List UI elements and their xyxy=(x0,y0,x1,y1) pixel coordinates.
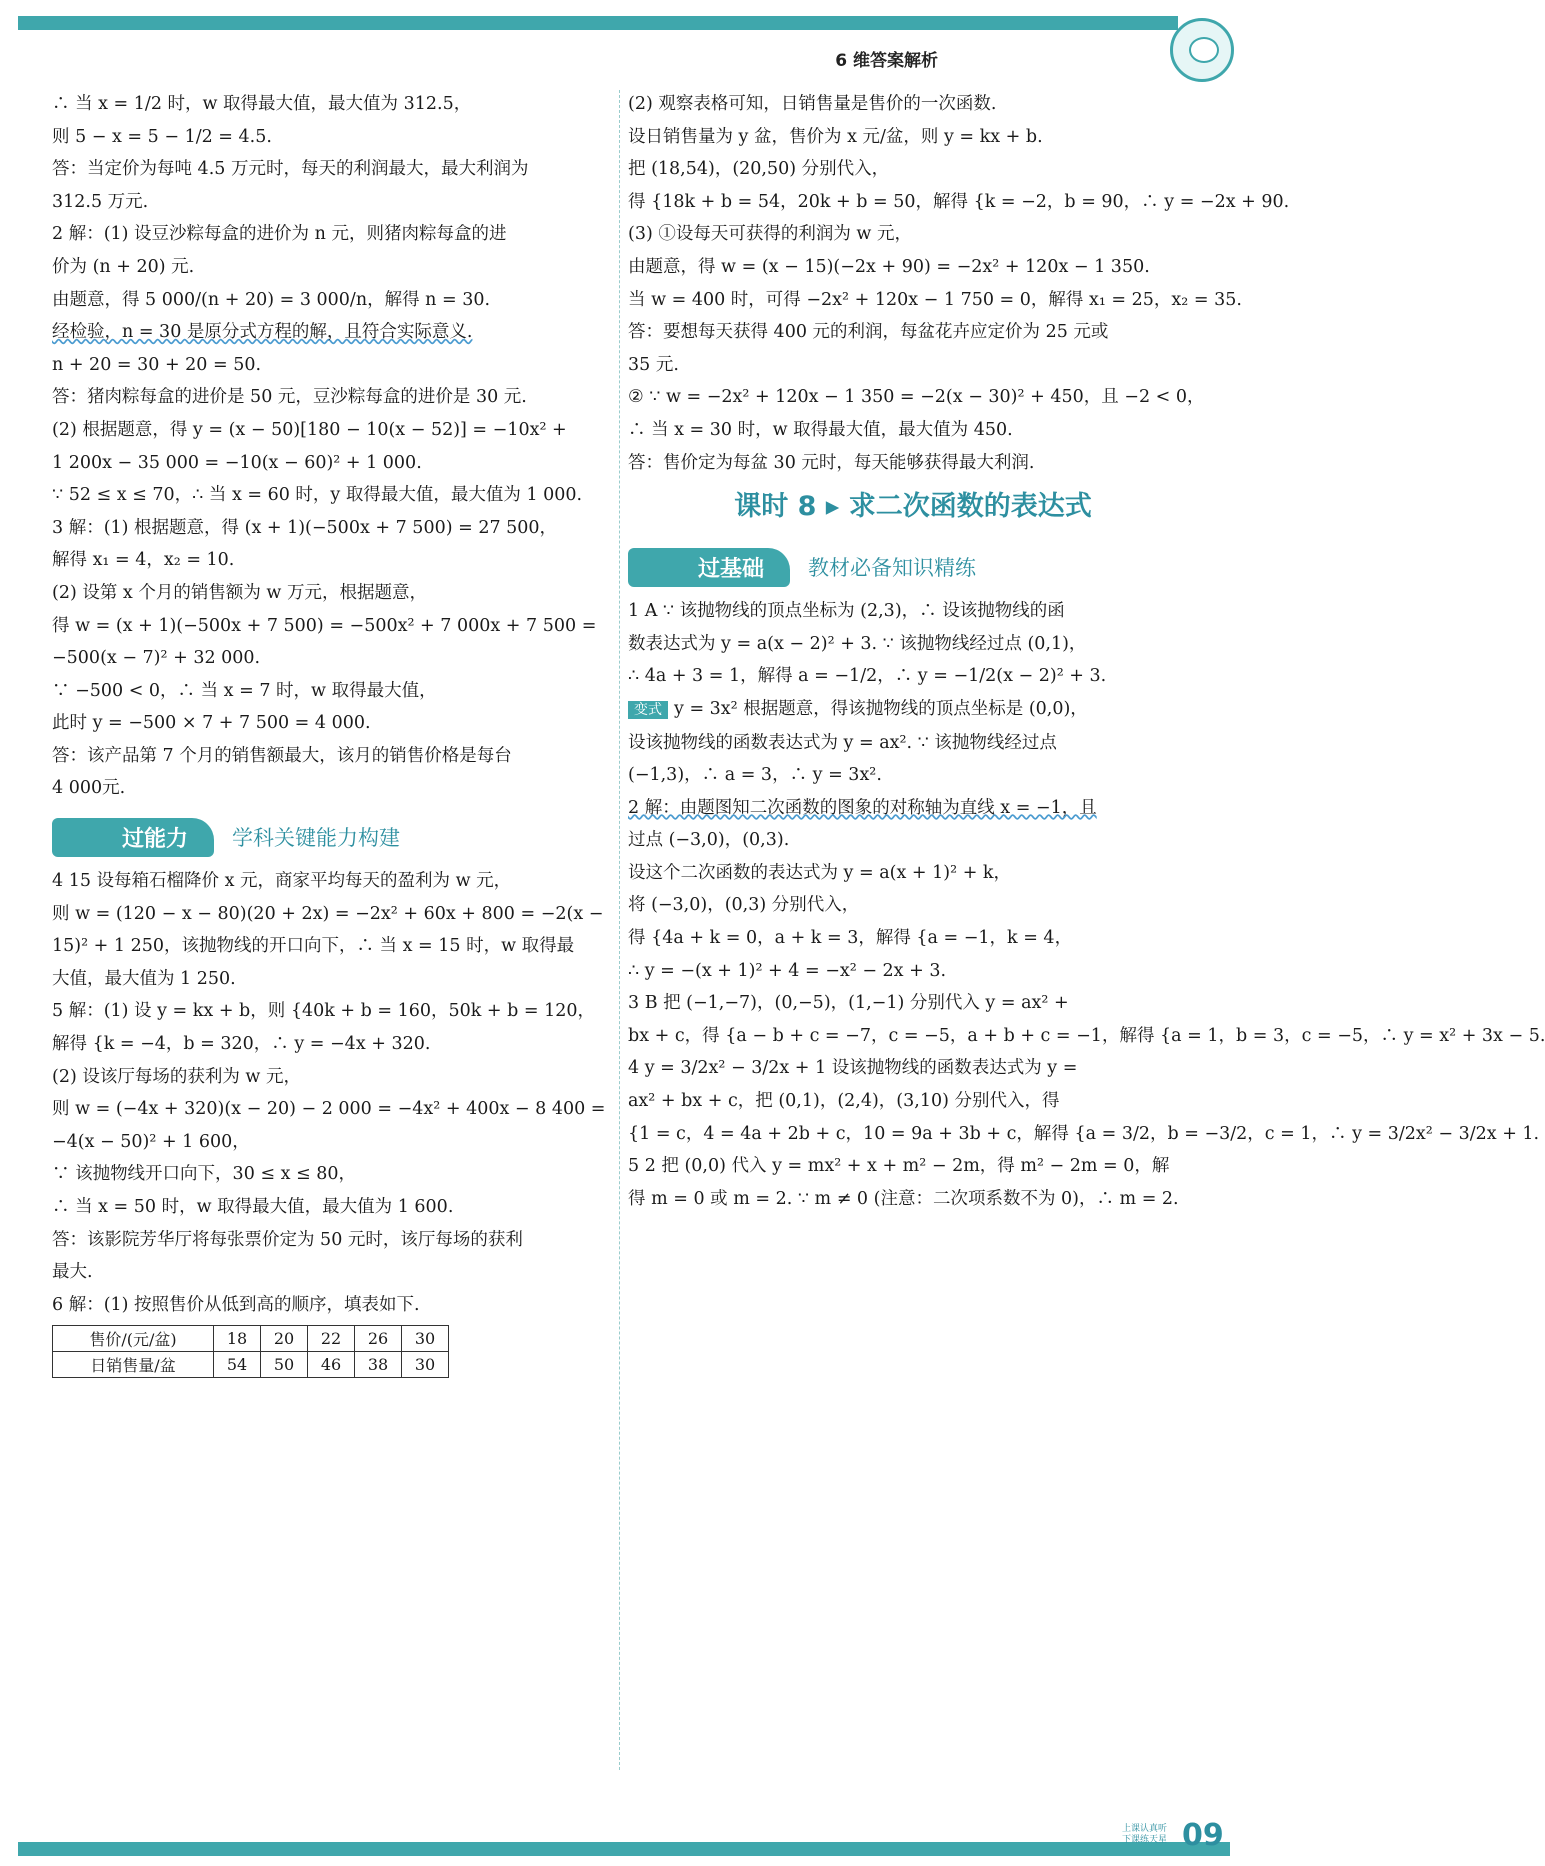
text-line xyxy=(52,898,612,931)
text-line-content: n + 20 = 30 + 20 = 50. xyxy=(52,354,262,375)
text-line xyxy=(628,1085,1198,1118)
text-line xyxy=(52,1158,612,1191)
text-line-content: 答：当定价为每吨 4.5 万元时，每天的利润最大，最大利润为 xyxy=(52,159,529,180)
text-line-content: 5 2 把 (0,0) 代入 y = mx² + x + m² − 2m，得 m² − 2m = 0，解 xyxy=(628,1156,1170,1177)
text-line-content: (−1,3)，∴ a = 3，∴ y = 3x². xyxy=(628,765,882,786)
page-number: 09 xyxy=(1182,1818,1224,1853)
header-title: 6 维答案解析 xyxy=(835,51,938,71)
text-line-content: 当 w = 400 时，可得 −2x² + 120x − 1 750 = 0，解得 x₁ = 25，x₂ = 35. xyxy=(628,289,1242,310)
text-line xyxy=(628,284,1242,317)
right-text-block-1 xyxy=(628,88,1290,479)
text-line xyxy=(628,121,1198,154)
text-line xyxy=(52,251,612,284)
table-cell: 30 xyxy=(402,1326,449,1352)
section-subtitle: 学科关键能力构建 xyxy=(232,826,401,851)
text-line-content: 数表达式为 y = a(x − 2)² + 3. ∵ 该抛物线经过点 (0,1)， xyxy=(628,633,1087,654)
text-line-content: 2 解：(1) 设豆沙粽每盒的进价为 n 元，则猪肉粽每盒的进 xyxy=(52,224,507,245)
table-cell: 22 xyxy=(308,1326,355,1352)
variant-tag: 变式 xyxy=(628,701,668,719)
text-line-content: 解得 {k = −4，b = 320，∴ y = −4x + 320. xyxy=(52,1034,431,1055)
text-line-content: 3 B 把 (−1,−7)，(0,−5)，(1,−1) 分别代入 y = ax² + xyxy=(628,993,1069,1014)
text-line-content: y = 3x² 根据题意，得该抛物线的顶点坐标是 (0,0)， xyxy=(674,698,1088,719)
text-line-content: 最大. xyxy=(52,1262,93,1283)
text-line-content: bx + c，得 {a − b + c = −7，c = −5，a + b + c = −1，解得 {a = 1，b = 3，c = −5，∴ y = x² + 3x − 5. xyxy=(628,1025,1545,1046)
table-row xyxy=(53,1326,449,1352)
text-line-content: (2) 设该厅每场的获利为 w 元， xyxy=(52,1066,301,1087)
text-line-content: 3 解：(1) 根据题意，得 (x + 1)(−500x + 7 500) = 27 500， xyxy=(52,517,558,538)
text-line xyxy=(52,381,612,414)
text-line xyxy=(628,88,1198,121)
text-line-content: ∵ 52 ≤ x ≤ 70，∴ 当 x = 60 时，y 取得最大值，最大值为 1 000. xyxy=(52,485,583,506)
sales-table xyxy=(52,1325,449,1378)
section-subtitle: 教材必备知识精练 xyxy=(808,556,977,581)
text-line-content: 大值，最大值为 1 250. xyxy=(52,968,236,989)
table-cell: 50 xyxy=(261,1352,308,1378)
left-text-block-2 xyxy=(52,865,612,1321)
text-line-content: ② ∵ w = −2x² + 120x − 1 350 = −2(x − 30)² + 450，且 −2 < 0， xyxy=(628,387,1205,408)
text-line-content: 6 解：(1) 按照售价从低到高的顺序，填表如下. xyxy=(52,1294,420,1315)
text-line xyxy=(52,349,612,382)
text-line xyxy=(628,857,1198,890)
text-line xyxy=(52,284,612,317)
motto-line: 下课练天星 xyxy=(1122,1835,1168,1845)
footer-motto xyxy=(1122,1824,1167,1846)
text-line xyxy=(628,660,1198,693)
text-line-content: 1 A ∵ 该抛物线的顶点坐标为 (2,3)，∴ 设该抛物线的函 xyxy=(628,601,1065,622)
text-line-content: 得 {18k + b = 54，20k + b = 50，解得 {k = −2，b = 90，∴ y = −2x + 90. xyxy=(628,191,1290,212)
text-line-content: 答：要想每天获得 400 元的利润，每盆花卉应定价为 25 元或 xyxy=(628,322,1109,343)
text-line xyxy=(52,121,612,154)
section-header-ability xyxy=(52,813,612,861)
text-line xyxy=(52,642,612,675)
text-line xyxy=(52,88,612,121)
table-cell: 30 xyxy=(402,1352,449,1378)
text-line-content: 经检验，n = 30 是原分式方程的解，且符合实际意义. xyxy=(52,322,473,343)
text-line xyxy=(628,316,1198,349)
text-line xyxy=(628,381,1205,414)
text-line xyxy=(628,349,1198,382)
text-line-content: 15)² + 1 250，该抛物线的开口向下，∴ 当 x = 15 时，w 取得最 xyxy=(52,936,575,957)
text-line-content: ax² + bx + c，把 (0,1)，(2,4)，(3,10) 分别代入，得 xyxy=(628,1091,1060,1112)
text-line-content: 过点 (−3,0)，(0,3). xyxy=(628,830,790,851)
text-line-content: 2 解：由题图知二次函数的图象的对称轴为直线 x = −1，且 xyxy=(628,797,1097,818)
table-row-label: 售价/(元/盆) xyxy=(53,1326,214,1352)
text-line-content: 将 (−3,0)，(0,3) 分别代入， xyxy=(628,895,860,916)
section-title: 过能力 xyxy=(52,818,214,857)
text-line xyxy=(628,414,1198,447)
text-line xyxy=(52,316,612,349)
text-line-content: 此时 y = −500 × 7 + 7 500 = 4 000. xyxy=(52,713,371,734)
text-line xyxy=(628,1052,1198,1085)
text-line-content: 4 15 设每箱石榴降价 x 元，商家平均每天的盈利为 w 元， xyxy=(52,871,512,892)
text-line xyxy=(628,955,1198,988)
text-line-content: 5 解：(1) 设 y = kx + b，则 {40k + b = 160，50k + b = 120， xyxy=(52,1001,596,1022)
text-line xyxy=(628,628,1198,661)
text-line xyxy=(628,759,1198,792)
text-line-content: 4 000元. xyxy=(52,778,126,799)
text-line xyxy=(52,707,612,740)
text-line-content: ∵ 该抛物线开口向下，30 ≤ x ≤ 80， xyxy=(52,1164,357,1185)
text-line-content: 把 (18,54)，(20,50) 分别代入， xyxy=(628,159,890,180)
text-line-content: 答：该产品第 7 个月的销售额最大，该月的销售价格是每台 xyxy=(52,745,512,766)
text-line xyxy=(52,930,612,963)
text-line-content: 4 y = 3/2x² − 3/2x + 1 设该抛物线的函数表达式为 y = xyxy=(628,1058,1078,1079)
section-title: 过基础 xyxy=(628,548,790,587)
text-line-content: 得 m = 0 或 m = 2. ∵ m ≠ 0 (注意：二次项系数不为 0)，∴ m = 2. xyxy=(628,1188,1179,1209)
text-line xyxy=(52,1191,612,1224)
text-line xyxy=(628,186,1290,219)
table-cell: 26 xyxy=(355,1326,402,1352)
text-line xyxy=(52,1289,612,1322)
text-line xyxy=(52,218,612,251)
text-line-content: {1 = c，4 = 4a + 2b + c，10 = 9a + 3b + c，解得 {a = 3/2，b = −3/2，c = 1，∴ y = 3/2x² − 3/2x + 1. xyxy=(628,1123,1540,1144)
column-divider xyxy=(619,90,620,1770)
text-line xyxy=(52,1028,612,1061)
text-line-content: ∴ 4a + 3 = 1，解得 a = −1/2，∴ y = −1/2(x − 2)² + 3. xyxy=(628,666,1107,687)
text-line xyxy=(52,512,612,545)
text-line-content: (2) 根据题意，得 y = (x − 50)[180 − 10(x − 52)] = −10x² + xyxy=(52,419,567,440)
lesson-title: 课时 8 ▸ 求二次函数的表达式 xyxy=(734,491,1092,523)
text-line-content: 得 w = (x + 1)(−500x + 7 500) = −500x² + 7 000x + 7 500 = xyxy=(52,615,597,636)
text-line xyxy=(628,824,1198,857)
text-line xyxy=(52,740,612,773)
left-column xyxy=(52,88,612,1378)
text-line xyxy=(52,1256,612,1289)
table-row-label: 日销售量/盆 xyxy=(53,1352,214,1378)
text-line-content: ∴ 当 x = 50 时，w 取得最大值，最大值为 1 600. xyxy=(52,1197,454,1217)
text-line xyxy=(52,544,612,577)
text-line-content: 由题意，得 w = (x − 15)(−2x + 90) = −2x² + 120x − 1 350. xyxy=(628,256,1150,277)
text-line xyxy=(52,963,612,996)
text-line xyxy=(628,1183,1198,1216)
text-line xyxy=(628,251,1198,284)
mascot-icon xyxy=(1170,18,1234,82)
table-row xyxy=(53,1352,449,1378)
text-line xyxy=(52,186,612,219)
text-line-content: 则 w = (−4x + 320)(x − 20) − 2 000 = −4x² + 400x − 8 400 = xyxy=(52,1099,606,1120)
right-text-block-2 xyxy=(628,595,1545,1215)
text-line-content: 答：猪肉粽每盒的进价是 50 元，豆沙粽每盒的进价是 30 元. xyxy=(52,387,527,408)
text-line-content: −500(x − 7)² + 32 000. xyxy=(52,648,261,669)
text-line-content: 价为 (n + 20) 元. xyxy=(52,256,195,277)
text-line xyxy=(52,414,612,447)
text-line-content: ∴ y = −(x + 1)² + 4 = −x² − 2x + 3. xyxy=(628,960,947,981)
text-line xyxy=(52,153,612,186)
text-line xyxy=(628,1020,1545,1053)
text-line-content: ∴ 当 x = 30 时，w 取得最大值，最大值为 450. xyxy=(628,419,1013,440)
text-line-content: 设日销售量为 y 盆，售价为 x 元/盆，则 y = kx + b. xyxy=(628,126,1043,147)
section-header-basics xyxy=(628,543,1198,591)
text-line xyxy=(628,987,1198,1020)
table-cell: 18 xyxy=(214,1326,261,1352)
text-line-content: 解得 x₁ = 4，x₂ = 10. xyxy=(52,550,235,571)
text-line xyxy=(52,610,612,643)
text-line-content: 得 {4a + k = 0，a + k = 3，解得 {a = −1，k = 4， xyxy=(628,928,1073,949)
text-line xyxy=(628,218,1198,251)
text-line xyxy=(52,1224,612,1257)
text-line xyxy=(628,153,1198,186)
text-line xyxy=(52,675,612,708)
text-line-content: 设该抛物线的函数表达式为 y = ax². ∵ 该抛物线经过点 xyxy=(628,732,1057,753)
text-line xyxy=(52,995,612,1028)
table-cell: 20 xyxy=(261,1326,308,1352)
top-bar xyxy=(18,16,1178,30)
bottom-bar xyxy=(18,1842,1230,1856)
text-line-content: ∴ 当 x = 1/2 时，w 取得最大值，最大值为 312.5， xyxy=(52,94,472,114)
text-line-content: (2) 设第 x 个月的销售额为 w 万元，根据题意， xyxy=(52,582,427,603)
table-cell: 54 xyxy=(214,1352,261,1378)
text-line-content: 1 200x − 35 000 = −10(x − 60)² + 1 000. xyxy=(52,452,422,473)
text-line xyxy=(52,577,612,610)
text-line xyxy=(52,479,612,512)
text-line-content: 由题意，得 5 000/(n + 20) = 3 000/n，解得 n = 30. xyxy=(52,289,491,310)
text-line-content: 答：售价定为每盆 30 元时，每天能够获得最大利润. xyxy=(628,452,1035,473)
text-line-content: (2) 观察表格可知，日销售量是售价的一次函数. xyxy=(628,94,997,114)
table-cell: 38 xyxy=(355,1352,402,1378)
text-line xyxy=(52,1061,612,1094)
text-line xyxy=(628,727,1198,760)
text-line xyxy=(628,792,1198,825)
text-line xyxy=(52,865,612,898)
text-line xyxy=(628,1118,1540,1151)
text-line-content: 设这个二次函数的表达式为 y = a(x + 1)² + k， xyxy=(628,862,1012,883)
text-line xyxy=(52,1093,612,1126)
table-cell: 46 xyxy=(308,1352,355,1378)
text-line-content: 312.5 万元. xyxy=(52,191,149,212)
text-line-content: (3) ①设每天可获得的利润为 w 元， xyxy=(628,224,912,245)
right-column xyxy=(628,88,1545,1215)
text-line xyxy=(52,772,612,805)
text-line xyxy=(628,922,1198,955)
left-text-block-1 xyxy=(52,88,612,805)
text-line xyxy=(628,693,1198,727)
text-line xyxy=(628,889,1198,922)
text-line-content: 答：该影院芳华厅将每张票价定为 50 元时，该厅每场的获利 xyxy=(52,1229,523,1250)
text-line xyxy=(52,1126,612,1159)
text-line-content: ∵ −500 < 0，∴ 当 x = 7 时，w 取得最大值， xyxy=(52,680,437,701)
text-line-content: 则 5 − x = 5 − 1/2 = 4.5. xyxy=(52,126,272,147)
text-line-content: −4(x − 50)² + 1 600， xyxy=(52,1131,250,1152)
motto-line: 上课认真听 xyxy=(1122,1824,1168,1834)
text-line xyxy=(628,447,1198,480)
text-line-content: 则 w = (120 − x − 80)(20 + 2x) = −2x² + 60x + 800 = −2(x − xyxy=(52,903,604,924)
text-line-content: 35 元. xyxy=(628,354,679,375)
text-line xyxy=(52,447,612,480)
text-line xyxy=(628,595,1198,628)
text-line xyxy=(628,1150,1198,1183)
